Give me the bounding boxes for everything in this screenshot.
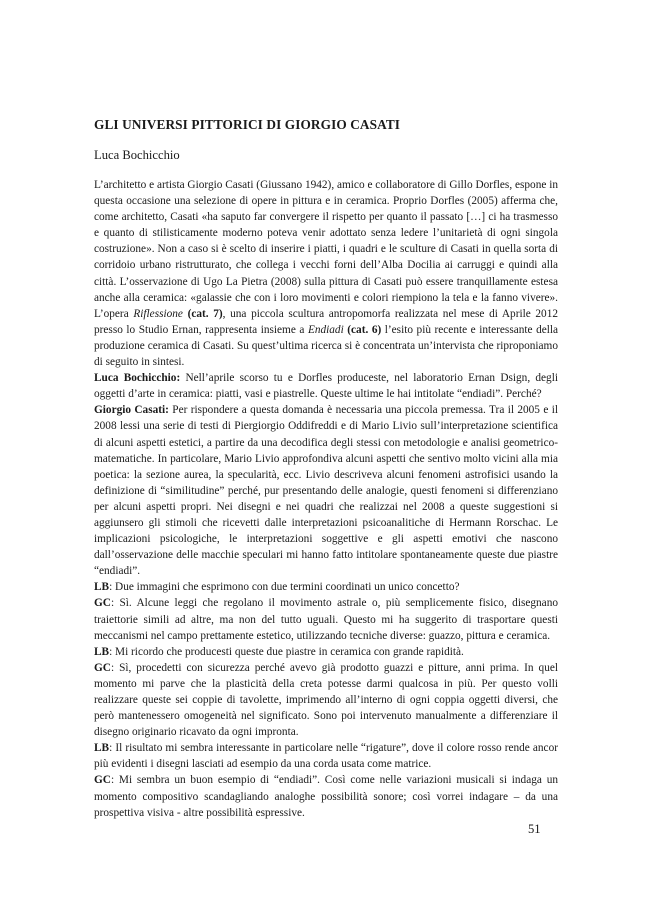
catalog-ref-7: (cat. 7) xyxy=(187,307,223,320)
dialogue-paragraph xyxy=(94,740,558,772)
dialogue-paragraph xyxy=(94,644,558,660)
dialogue-paragraph xyxy=(94,595,558,643)
speaker-label: LB xyxy=(94,645,110,658)
dialogue-text: : Due immagini che esprimono con due termini coordinati un unico concetto? xyxy=(109,581,460,594)
speaker-label: Luca Bochicchio: xyxy=(94,372,181,385)
author-name: Luca Bochicchio xyxy=(94,148,180,162)
dialogue-text: : Mi sembra un buon esempio di “endiadi”. Così come nelle variazioni musicali si indaga un momento compositivo scandagliando analoghe possibilità sonore; così vorrei indagare – da una prospettiva visiva - altre possibilità espressive. xyxy=(94,774,558,819)
intro-text-c: l’esito più recente e interessante della produzione ceramica di Casati. Su quest’ultima ricerca si è concentrata un’intervista che riproponiamo di seguito in sintesi. xyxy=(94,323,559,369)
dialogue-paragraph xyxy=(94,660,558,740)
intro-paragraph xyxy=(94,177,558,370)
catalog-ref-6: (cat. 6) xyxy=(347,323,382,336)
dialogue-text: : Sì, procedetti con sicurezza perché avevo già prodotto guazzi e pitture, anni prima. In quel momento mi parve che la plasticità della creta potesse darmi qualcosa in più. Per questo volli realizzare queste sei coppie di tavolette, imprimendo all’interno di ogni coppia oggetti diversi, che però mantenessero omogeneità nel significato. Sono poi intervenuto manualmente a differenziare il disegno originario ricavato da ogni impronta. xyxy=(94,661,558,739)
intro-text-a: L’architetto e artista Giorgio Casati (Giussano 1942), amico e collaboratore di Gillo Dorfles, espone in questa occasione una selezione di opere in pittura e in ceramica. Proprio Dorfles (2005) afferma che, come architetto, Casati «ha saputo far convergere il rispetto per quanto il passato […] ci ha trasmesso e quanto di stilisticamente moderno poteva venir adottato senza ledere l’unitarietà di ogni singola costruzione». Non a caso si è scelto di inserire i piatti, i quadri e le sculture di Casati in quella sorta di corridoio urbano ristrutturato, che collega i vecchi forni dell’Alba Docilia ai carruggi e quindi alla città. L’osservazione di Ugo La Pietra (2008) sulla pittura di Casati può essere tranquillamente estesa anche alla ceramica: «galassie che con i loro movimenti e colori riempiono la tela e la fanno vivere». L’opera xyxy=(94,179,558,320)
dialogue-text: : Il risultato mi sembra interessante in particolare nelle “rigature”, dove il colore rosso rende ancor più evidenti i disegni lasciati ad esempio da una corda usata come matrice. xyxy=(94,742,558,771)
speaker-label: GC xyxy=(94,597,111,610)
dialogue-paragraph xyxy=(94,402,558,579)
dialogue-text: : Mi ricordo che producesti queste due piastre in ceramica con grande rapidità. xyxy=(109,645,464,658)
speaker-label: GC xyxy=(94,774,111,787)
article-body xyxy=(94,177,558,821)
dialogue-text: : Sì. Alcune leggi che regolano il movimento astrale o, più semplicemente fisico, disegnano traiettorie simili ad altre, ma non del tutto uguali. Questo mi ha suggerito di trasportare questi meccanismi nel campo prettamente estetico, utilizzando tecniche diverse: guazzo, pittura e ceramica. xyxy=(94,597,558,642)
dialogue-paragraph xyxy=(94,772,558,820)
article-title: GLI UNIVERSI PITTORICI DI GIORGIO CASATI xyxy=(94,117,401,132)
dialogue-text: Nell’aprile scorso tu e Dorfles produceste, nel laboratorio Ernan Dsign, degli oggetti d’arte in ceramica: piatti, vasi e piastrelle. Queste ultime le hai intitolate “endiadi”. Perché? xyxy=(94,372,558,401)
work-title-riflessione: Riflessione xyxy=(133,307,183,320)
speaker-label: LB xyxy=(94,742,110,755)
dialogue-text: Per rispondere a questa domanda è necessaria una piccola premessa. Tra il 2005 e il 2008 lessi una serie di testi di Piergiorgio Oddifreddi e di Mario Livio sull’interpretazione scientifica di alcuni aspetti estetici, a partire da una decodifica degli stessi con metodologie e analisi geometrico-matematiche. In particolare, Mario Livio approfondiva alcuni aspetti che sentivo molto vicini alla mia poetica: la sezione aurea, la specularità, ecc. Livio descriveva alcuni fenomeni astrofisici usando la definizione di “similitudine” perché, pur presentando delle analogie, questi fenomeni si differenziano per alcuni aspetti propri. Nei disegni e nei quadri che realizzai nel 2008 a queste suggestioni si aggiunsero gli stimoli che ricevetti dalle interpretazioni psicoanalitiche di Hermann Rorschac. Le implicazioni psicologiche, le interpretazioni soggettive e gli aspetti emotivi che nascono dall’osservazione delle macchie speculari mi hanno fatto intitolare spontaneamente queste due piastre “endiadi”. xyxy=(94,404,558,578)
page-number: 51 xyxy=(528,822,541,836)
dialogue-paragraph xyxy=(94,370,558,402)
speaker-label: LB xyxy=(94,581,110,594)
dialogue-paragraph xyxy=(94,579,558,595)
intro-text-b: , una piccola scultura antropomorfa realizzata nel mese di Aprile 2012 presso lo Studio Ernan, rappresenta insieme a xyxy=(94,307,558,336)
speaker-label: Giorgio Casati: xyxy=(94,404,169,417)
work-title-endiadi: Endiadi xyxy=(307,323,344,336)
speaker-label: GC xyxy=(94,661,111,674)
